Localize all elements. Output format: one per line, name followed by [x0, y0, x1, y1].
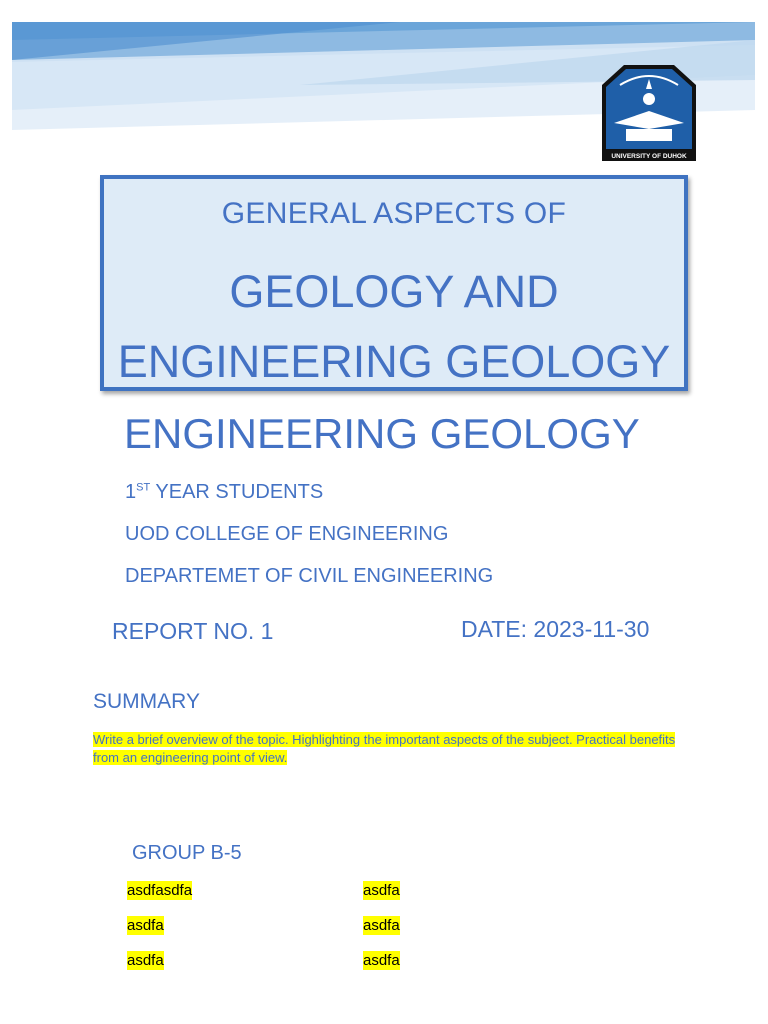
year-suffix: ST: [136, 481, 151, 494]
department-line: DEPARTEMET OF CIVIL ENGINEERING: [125, 565, 494, 587]
title-line-2: [104, 257, 684, 397]
year-number: 1: [125, 481, 137, 503]
college-line: UOD COLLEGE OF ENGINEERING: [125, 523, 449, 545]
member-name: asdfa: [363, 917, 400, 934]
group-heading: GROUP B-5: [132, 842, 242, 864]
member-name: asdfasdfa: [127, 882, 193, 899]
logo-caption: UNIVERSITY OF DUHOK: [611, 153, 687, 160]
title-line-1: GENERAL ASPECTS OF: [221, 197, 567, 230]
year-line: [125, 481, 323, 504]
year-rest: YEAR STUDENTS: [150, 481, 324, 503]
report-date: DATE: 2023-11-30: [461, 616, 650, 642]
member-name: asdfa: [127, 917, 164, 934]
university-seal-icon: [600, 63, 698, 163]
member-name: asdfa: [363, 882, 400, 899]
title-line-2b: ENGINEERING GEOLOGY: [117, 336, 671, 387]
title-box: [100, 175, 688, 391]
member-name: asdfa: [363, 952, 400, 969]
member-name: asdfa: [127, 952, 164, 969]
report-number: REPORT NO. 1: [112, 618, 274, 644]
title-line-2a: GEOLOGY AND: [229, 266, 559, 317]
summary-text: [93, 731, 693, 767]
summary-body: Write a brief overview of the topic. Highlighting the important aspects of the subject. Practical benefits from an engineering point of view.: [93, 732, 676, 765]
course-title: ENGINEERING GEOLOGY: [124, 410, 640, 457]
summary-heading: SUMMARY: [93, 690, 200, 713]
